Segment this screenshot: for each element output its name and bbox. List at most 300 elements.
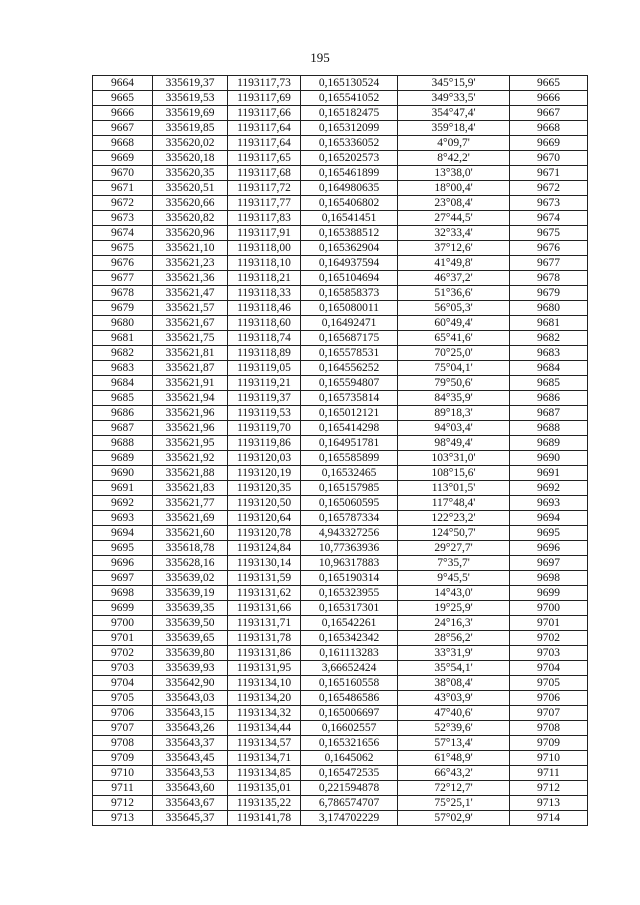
y-coordinate-cell: 1193117,65 <box>228 151 301 166</box>
point-number-cell: 9682 <box>93 346 153 361</box>
bearing-cell: 113°01,5' <box>398 481 510 496</box>
next-point-cell: 9680 <box>510 301 588 316</box>
x-coordinate-cell: 335620,18 <box>153 151 228 166</box>
point-number-cell: 9684 <box>93 376 153 391</box>
table-row <box>93 106 588 121</box>
y-coordinate-cell: 1193117,73 <box>228 76 301 91</box>
point-number-cell: 9696 <box>93 556 153 571</box>
y-coordinate-cell: 1193134,57 <box>228 736 301 751</box>
x-coordinate-cell: 335639,19 <box>153 586 228 601</box>
next-point-cell: 9708 <box>510 721 588 736</box>
y-coordinate-cell: 1193118,60 <box>228 316 301 331</box>
table-row <box>93 436 588 451</box>
coordinates-table-body <box>93 76 588 826</box>
table-row <box>93 376 588 391</box>
y-coordinate-cell: 1193120,64 <box>228 511 301 526</box>
y-coordinate-cell: 1193119,37 <box>228 391 301 406</box>
y-coordinate-cell: 1193118,33 <box>228 286 301 301</box>
point-number-cell: 9667 <box>93 121 153 136</box>
point-number-cell: 9669 <box>93 151 153 166</box>
bearing-cell: 35°54,1' <box>398 661 510 676</box>
x-coordinate-cell: 335639,02 <box>153 571 228 586</box>
next-point-cell: 9671 <box>510 166 588 181</box>
bearing-cell: 32°33,4' <box>398 226 510 241</box>
table-row <box>93 811 588 826</box>
next-point-cell: 9695 <box>510 526 588 541</box>
next-point-cell: 9677 <box>510 256 588 271</box>
x-coordinate-cell: 335620,82 <box>153 211 228 226</box>
point-number-cell: 9686 <box>93 406 153 421</box>
x-coordinate-cell: 335618,78 <box>153 541 228 556</box>
bearing-cell: 103°31,0' <box>398 451 510 466</box>
y-coordinate-cell: 1193118,21 <box>228 271 301 286</box>
y-coordinate-cell: 1193134,71 <box>228 751 301 766</box>
x-coordinate-cell: 335621,57 <box>153 301 228 316</box>
distance-cell: 0,16492471 <box>301 316 398 331</box>
x-coordinate-cell: 335619,53 <box>153 91 228 106</box>
point-number-cell: 9699 <box>93 601 153 616</box>
y-coordinate-cell: 1193134,44 <box>228 721 301 736</box>
y-coordinate-cell: 1193118,46 <box>228 301 301 316</box>
bearing-cell: 57°13,4' <box>398 736 510 751</box>
next-point-cell: 9701 <box>510 616 588 631</box>
x-coordinate-cell: 335639,65 <box>153 631 228 646</box>
point-number-cell: 9712 <box>93 796 153 811</box>
distance-cell: 0,165190314 <box>301 571 398 586</box>
y-coordinate-cell: 1193118,10 <box>228 256 301 271</box>
next-point-cell: 9710 <box>510 751 588 766</box>
bearing-cell: 57°02,9' <box>398 811 510 826</box>
distance-cell: 0,165735814 <box>301 391 398 406</box>
x-coordinate-cell: 335621,67 <box>153 316 228 331</box>
next-point-cell: 9705 <box>510 676 588 691</box>
bearing-cell: 4°09,7' <box>398 136 510 151</box>
bearing-cell: 27°44,5' <box>398 211 510 226</box>
distance-cell: 0,165414298 <box>301 421 398 436</box>
next-point-cell: 9668 <box>510 121 588 136</box>
bearing-cell: 47°40,6' <box>398 706 510 721</box>
x-coordinate-cell: 335642,90 <box>153 676 228 691</box>
y-coordinate-cell: 1193118,89 <box>228 346 301 361</box>
distance-cell: 0,165202573 <box>301 151 398 166</box>
bearing-cell: 60°49,4' <box>398 316 510 331</box>
x-coordinate-cell: 335621,94 <box>153 391 228 406</box>
table-row <box>93 256 588 271</box>
point-number-cell: 9671 <box>93 181 153 196</box>
point-number-cell: 9685 <box>93 391 153 406</box>
x-coordinate-cell: 335621,47 <box>153 286 228 301</box>
page-number: 195 <box>310 50 330 65</box>
bearing-cell: 66°43,2' <box>398 766 510 781</box>
table-row <box>93 796 588 811</box>
table-row <box>93 766 588 781</box>
table-row <box>93 211 588 226</box>
point-number-cell: 9675 <box>93 241 153 256</box>
point-number-cell: 9689 <box>93 451 153 466</box>
distance-cell: 0,161113283 <box>301 646 398 661</box>
next-point-cell: 9681 <box>510 316 588 331</box>
table-row <box>93 571 588 586</box>
x-coordinate-cell: 335621,87 <box>153 361 228 376</box>
point-number-cell: 9705 <box>93 691 153 706</box>
point-number-cell: 9688 <box>93 436 153 451</box>
x-coordinate-cell: 335639,50 <box>153 616 228 631</box>
distance-cell: 0,16541451 <box>301 211 398 226</box>
distance-cell: 0,165585899 <box>301 451 398 466</box>
bearing-cell: 38°08,4' <box>398 676 510 691</box>
x-coordinate-cell: 335621,60 <box>153 526 228 541</box>
table-row <box>93 556 588 571</box>
point-number-cell: 9713 <box>93 811 153 826</box>
table-row <box>93 751 588 766</box>
distance-cell: 0,165486586 <box>301 691 398 706</box>
point-number-cell: 9679 <box>93 301 153 316</box>
next-point-cell: 9672 <box>510 181 588 196</box>
y-coordinate-cell: 1193134,20 <box>228 691 301 706</box>
next-point-cell: 9688 <box>510 421 588 436</box>
bearing-cell: 24°16,3' <box>398 616 510 631</box>
x-coordinate-cell: 335639,80 <box>153 646 228 661</box>
point-number-cell: 9672 <box>93 196 153 211</box>
y-coordinate-cell: 1193134,85 <box>228 766 301 781</box>
point-number-cell: 9709 <box>93 751 153 766</box>
point-number-cell: 9701 <box>93 631 153 646</box>
point-number-cell: 9695 <box>93 541 153 556</box>
point-number-cell: 9673 <box>93 211 153 226</box>
table-row <box>93 331 588 346</box>
y-coordinate-cell: 1193135,22 <box>228 796 301 811</box>
distance-cell: 4,943327256 <box>301 526 398 541</box>
bearing-cell: 33°31,9' <box>398 646 510 661</box>
next-point-cell: 9678 <box>510 271 588 286</box>
table-row <box>93 166 588 181</box>
y-coordinate-cell: 1193120,19 <box>228 466 301 481</box>
table-row <box>93 91 588 106</box>
table-row <box>93 661 588 676</box>
distance-cell: 10,96317883 <box>301 556 398 571</box>
distance-cell: 0,16602557 <box>301 721 398 736</box>
distance-cell: 0,165388512 <box>301 226 398 241</box>
x-coordinate-cell: 335645,37 <box>153 811 228 826</box>
point-number-cell: 9704 <box>93 676 153 691</box>
table-row <box>93 286 588 301</box>
distance-cell: 0,164556252 <box>301 361 398 376</box>
y-coordinate-cell: 1193117,77 <box>228 196 301 211</box>
distance-cell: 0,165060595 <box>301 496 398 511</box>
x-coordinate-cell: 335619,69 <box>153 106 228 121</box>
distance-cell: 0,165687175 <box>301 331 398 346</box>
y-coordinate-cell: 1193117,69 <box>228 91 301 106</box>
table-row <box>93 676 588 691</box>
point-number-cell: 9683 <box>93 361 153 376</box>
distance-cell: 0,165858373 <box>301 286 398 301</box>
table-row <box>93 496 588 511</box>
distance-cell: 0,165006697 <box>301 706 398 721</box>
next-point-cell: 9711 <box>510 766 588 781</box>
point-number-cell: 9678 <box>93 286 153 301</box>
distance-cell: 0,165336052 <box>301 136 398 151</box>
bearing-cell: 75°25,1' <box>398 796 510 811</box>
bearing-cell: 37°12,6' <box>398 241 510 256</box>
distance-cell: 0,165130524 <box>301 76 398 91</box>
y-coordinate-cell: 1193117,83 <box>228 211 301 226</box>
distance-cell: 10,77363936 <box>301 541 398 556</box>
x-coordinate-cell: 335620,96 <box>153 226 228 241</box>
distance-cell: 3,174702229 <box>301 811 398 826</box>
point-number-cell: 9692 <box>93 496 153 511</box>
bearing-cell: 345°15,9' <box>398 76 510 91</box>
y-coordinate-cell: 1193120,50 <box>228 496 301 511</box>
x-coordinate-cell: 335621,92 <box>153 451 228 466</box>
point-number-cell: 9664 <box>93 76 153 91</box>
x-coordinate-cell: 335643,37 <box>153 736 228 751</box>
table-row <box>93 646 588 661</box>
y-coordinate-cell: 1193131,78 <box>228 631 301 646</box>
table-row <box>93 346 588 361</box>
point-number-cell: 9703 <box>93 661 153 676</box>
distance-cell: 0,165012121 <box>301 406 398 421</box>
next-point-cell: 9665 <box>510 76 588 91</box>
point-number-cell: 9674 <box>93 226 153 241</box>
x-coordinate-cell: 335643,67 <box>153 796 228 811</box>
table-row <box>93 226 588 241</box>
y-coordinate-cell: 1193119,70 <box>228 421 301 436</box>
bearing-cell: 70°25,0' <box>398 346 510 361</box>
point-number-cell: 9691 <box>93 481 153 496</box>
bearing-cell: 52°39,6' <box>398 721 510 736</box>
x-coordinate-cell: 335620,35 <box>153 166 228 181</box>
next-point-cell: 9709 <box>510 736 588 751</box>
point-number-cell: 9665 <box>93 91 153 106</box>
y-coordinate-cell: 1193117,64 <box>228 121 301 136</box>
distance-cell: 0,165323955 <box>301 586 398 601</box>
x-coordinate-cell: 335643,60 <box>153 781 228 796</box>
bearing-cell: 94°03,4' <box>398 421 510 436</box>
bearing-cell: 23°08,4' <box>398 196 510 211</box>
next-point-cell: 9675 <box>510 226 588 241</box>
table-row <box>93 451 588 466</box>
next-point-cell: 9669 <box>510 136 588 151</box>
table-row <box>93 601 588 616</box>
next-point-cell: 9667 <box>510 106 588 121</box>
distance-cell: 0,165787334 <box>301 511 398 526</box>
point-number-cell: 9711 <box>93 781 153 796</box>
point-number-cell: 9708 <box>93 736 153 751</box>
bearing-cell: 65°41,6' <box>398 331 510 346</box>
table-row <box>93 241 588 256</box>
coordinates-table <box>92 75 588 826</box>
point-number-cell: 9706 <box>93 706 153 721</box>
y-coordinate-cell: 1193130,14 <box>228 556 301 571</box>
next-point-cell: 9696 <box>510 541 588 556</box>
table-row <box>93 526 588 541</box>
x-coordinate-cell: 335621,77 <box>153 496 228 511</box>
next-point-cell: 9702 <box>510 631 588 646</box>
bearing-cell: 359°18,4' <box>398 121 510 136</box>
distance-cell: 6,786574707 <box>301 796 398 811</box>
bearing-cell: 14°43,0' <box>398 586 510 601</box>
next-point-cell: 9706 <box>510 691 588 706</box>
x-coordinate-cell: 335621,23 <box>153 256 228 271</box>
distance-cell: 0,165160558 <box>301 676 398 691</box>
next-point-cell: 9700 <box>510 601 588 616</box>
bearing-cell: 61°48,9' <box>398 751 510 766</box>
bearing-cell: 46°37,2' <box>398 271 510 286</box>
table-row <box>93 481 588 496</box>
distance-cell: 0,164980635 <box>301 181 398 196</box>
next-point-cell: 9697 <box>510 556 588 571</box>
bearing-cell: 19°25,9' <box>398 601 510 616</box>
point-number-cell: 9670 <box>93 166 153 181</box>
bearing-cell: 108°15,6' <box>398 466 510 481</box>
table-row <box>93 616 588 631</box>
bearing-cell: 354°47,4' <box>398 106 510 121</box>
table-row <box>93 541 588 556</box>
distance-cell: 0,165080011 <box>301 301 398 316</box>
table-row <box>93 316 588 331</box>
bearing-cell: 51°36,6' <box>398 286 510 301</box>
table-row <box>93 586 588 601</box>
y-coordinate-cell: 1193135,01 <box>228 781 301 796</box>
x-coordinate-cell: 335621,75 <box>153 331 228 346</box>
next-point-cell: 9674 <box>510 211 588 226</box>
distance-cell: 0,165406802 <box>301 196 398 211</box>
y-coordinate-cell: 1193117,91 <box>228 226 301 241</box>
next-point-cell: 9682 <box>510 331 588 346</box>
next-point-cell: 9713 <box>510 796 588 811</box>
y-coordinate-cell: 1193131,95 <box>228 661 301 676</box>
point-number-cell: 9698 <box>93 586 153 601</box>
x-coordinate-cell: 335621,91 <box>153 376 228 391</box>
y-coordinate-cell: 1193134,32 <box>228 706 301 721</box>
y-coordinate-cell: 1193118,00 <box>228 241 301 256</box>
bearing-cell: 43°03,9' <box>398 691 510 706</box>
table-row <box>93 721 588 736</box>
table-row <box>93 361 588 376</box>
x-coordinate-cell: 335643,53 <box>153 766 228 781</box>
bearing-cell: 8°42,2' <box>398 151 510 166</box>
next-point-cell: 9685 <box>510 376 588 391</box>
y-coordinate-cell: 1193134,10 <box>228 676 301 691</box>
table-row <box>93 466 588 481</box>
bearing-cell: 84°35,9' <box>398 391 510 406</box>
x-coordinate-cell: 335621,83 <box>153 481 228 496</box>
point-number-cell: 9702 <box>93 646 153 661</box>
distance-cell: 0,16542261 <box>301 616 398 631</box>
table-row <box>93 301 588 316</box>
bearing-cell: 18°00,4' <box>398 181 510 196</box>
x-coordinate-cell: 335619,37 <box>153 76 228 91</box>
x-coordinate-cell: 335621,95 <box>153 436 228 451</box>
x-coordinate-cell: 335628,16 <box>153 556 228 571</box>
x-coordinate-cell: 335621,69 <box>153 511 228 526</box>
x-coordinate-cell: 335619,85 <box>153 121 228 136</box>
distance-cell: 0,165104694 <box>301 271 398 286</box>
point-number-cell: 9666 <box>93 106 153 121</box>
y-coordinate-cell: 1193120,78 <box>228 526 301 541</box>
distance-cell: 0,221594878 <box>301 781 398 796</box>
next-point-cell: 9683 <box>510 346 588 361</box>
next-point-cell: 9689 <box>510 436 588 451</box>
distance-cell: 0,165362904 <box>301 241 398 256</box>
bearing-cell: 72°12,7' <box>398 781 510 796</box>
x-coordinate-cell: 335621,81 <box>153 346 228 361</box>
y-coordinate-cell: 1193131,86 <box>228 646 301 661</box>
y-coordinate-cell: 1193117,72 <box>228 181 301 196</box>
distance-cell: 0,165157985 <box>301 481 398 496</box>
next-point-cell: 9712 <box>510 781 588 796</box>
table-row <box>93 421 588 436</box>
distance-cell: 0,165461899 <box>301 166 398 181</box>
table-row <box>93 196 588 211</box>
bearing-cell: 13°38,0' <box>398 166 510 181</box>
bearing-cell: 9°45,5' <box>398 571 510 586</box>
y-coordinate-cell: 1193131,59 <box>228 571 301 586</box>
x-coordinate-cell: 335643,15 <box>153 706 228 721</box>
x-coordinate-cell: 335639,93 <box>153 661 228 676</box>
distance-cell: 0,165541052 <box>301 91 398 106</box>
distance-cell: 0,165594807 <box>301 376 398 391</box>
point-number-cell: 9677 <box>93 271 153 286</box>
next-point-cell: 9692 <box>510 481 588 496</box>
table-row <box>93 136 588 151</box>
y-coordinate-cell: 1193131,62 <box>228 586 301 601</box>
y-coordinate-cell: 1193124,84 <box>228 541 301 556</box>
y-coordinate-cell: 1193120,03 <box>228 451 301 466</box>
y-coordinate-cell: 1193131,71 <box>228 616 301 631</box>
bearing-cell: 98°49,4' <box>398 436 510 451</box>
distance-cell: 0,165472535 <box>301 766 398 781</box>
next-point-cell: 9687 <box>510 406 588 421</box>
distance-cell: 0,165578531 <box>301 346 398 361</box>
next-point-cell: 9707 <box>510 706 588 721</box>
table-row <box>93 691 588 706</box>
x-coordinate-cell: 335620,51 <box>153 181 228 196</box>
y-coordinate-cell: 1193117,66 <box>228 106 301 121</box>
table-row <box>93 511 588 526</box>
next-point-cell: 9690 <box>510 451 588 466</box>
next-point-cell: 9679 <box>510 286 588 301</box>
table-row <box>93 631 588 646</box>
distance-cell: 0,165182475 <box>301 106 398 121</box>
bearing-cell: 29°27,7' <box>398 541 510 556</box>
distance-cell: 0,1645062 <box>301 751 398 766</box>
point-number-cell: 9694 <box>93 526 153 541</box>
table-row <box>93 406 588 421</box>
next-point-cell: 9666 <box>510 91 588 106</box>
point-number-cell: 9697 <box>93 571 153 586</box>
next-point-cell: 9673 <box>510 196 588 211</box>
point-number-cell: 9676 <box>93 256 153 271</box>
distance-cell: 0,164951781 <box>301 436 398 451</box>
table-row <box>93 736 588 751</box>
table-row <box>93 151 588 166</box>
bearing-cell: 75°04,1' <box>398 361 510 376</box>
y-coordinate-cell: 1193141,78 <box>228 811 301 826</box>
y-coordinate-cell: 1193119,86 <box>228 436 301 451</box>
table-row <box>93 706 588 721</box>
distance-cell: 0,164937594 <box>301 256 398 271</box>
bearing-cell: 28°56,2' <box>398 631 510 646</box>
x-coordinate-cell: 335621,96 <box>153 421 228 436</box>
x-coordinate-cell: 335621,10 <box>153 241 228 256</box>
table-row <box>93 121 588 136</box>
next-point-cell: 9693 <box>510 496 588 511</box>
point-number-cell: 9693 <box>93 511 153 526</box>
table-row <box>93 391 588 406</box>
next-point-cell: 9684 <box>510 361 588 376</box>
y-coordinate-cell: 1193119,21 <box>228 376 301 391</box>
